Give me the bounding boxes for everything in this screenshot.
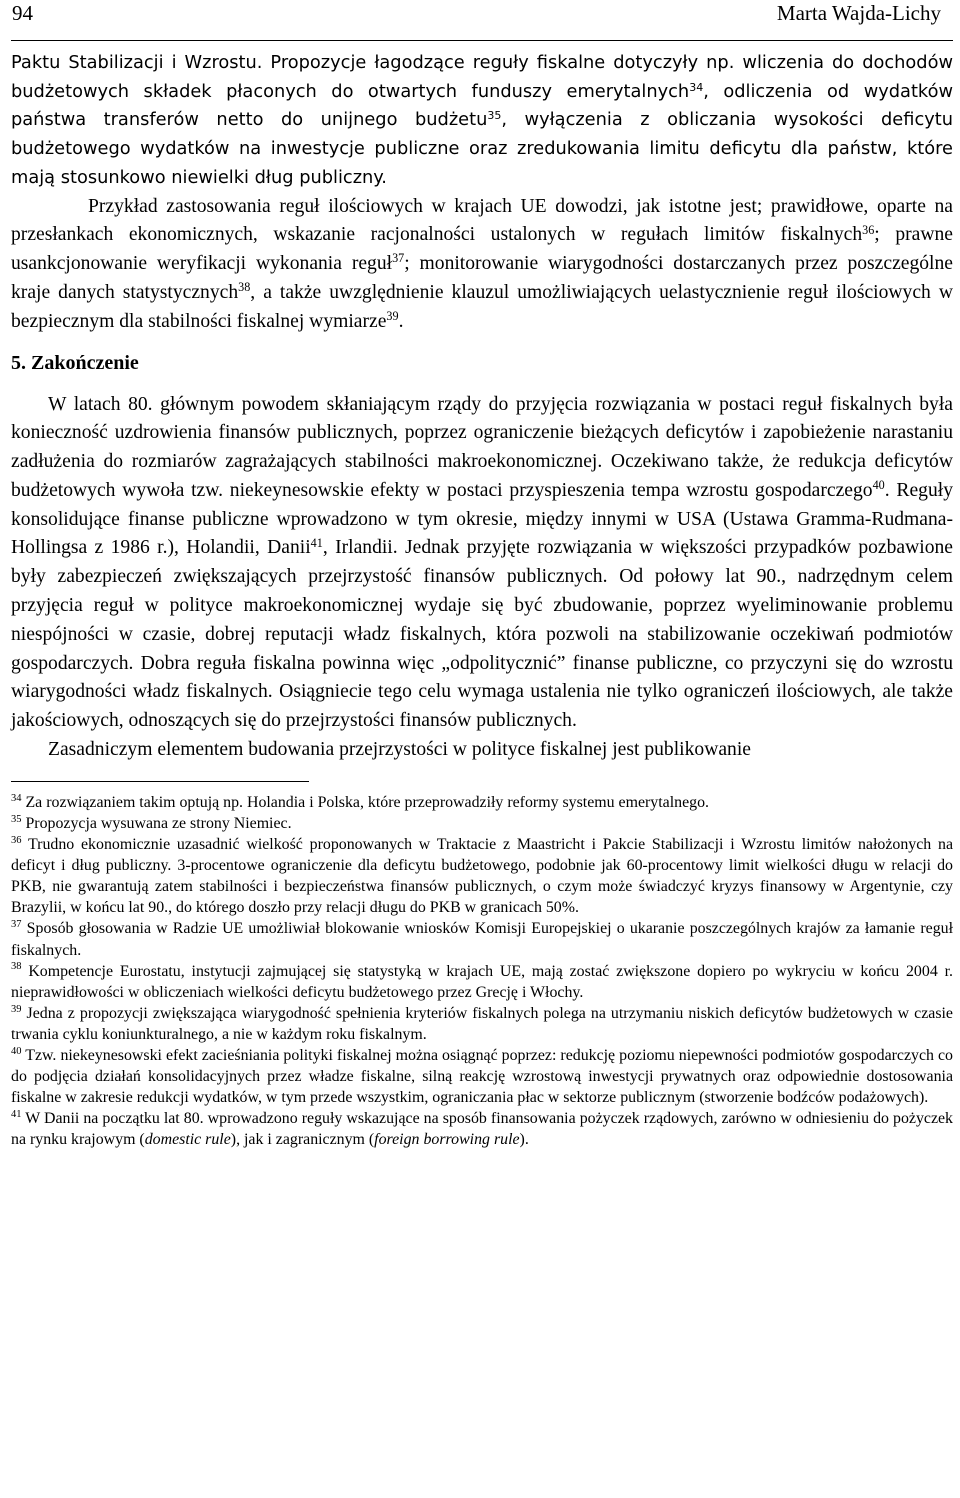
document-page (11, 0, 953, 1150)
footnote-ref[interactable]: 37 (392, 251, 405, 266)
footnote-41: $^{41}$ W Danii na początku lat 80. wprowadzono reguły wskazujące na sposób finansowania pożyczek rządowych, zarówno w odniesieniu do pożyczek na rynku krajowym (domestic rule), jak i zagranicznym (foreign borrowing rule). (11, 1108, 953, 1149)
footnote-ref[interactable]: 34 (689, 80, 704, 94)
footnote-number: 40 (11, 1045, 22, 1057)
footnote-ref[interactable]: 40 (872, 478, 885, 493)
page-number: 94 (12, 1, 33, 25)
footnote-38: $^{38}$ Kompetencje Eurostatu, instytucji zajmującej się statystyką w krajach UE, mają zostać zwiększone dopiero po wykryciu w końcu 2004 r. nieprawidłowości w obliczeniach wielkości deficytu budżetowego przez Grecję i Włochy. (11, 961, 953, 1001)
running-head-author: Marta Wajda-Lichy (776, 1, 941, 25)
italic-term: foreign borrowing rule (374, 1131, 520, 1149)
footnotes (11, 792, 953, 1151)
footnote-number: 36 (11, 834, 22, 846)
footnote-36: $^{36}$ Trudno ekonomicznie uzasadnić wielkość proponowanych w Traktacie z Maastricht i Pakcie Stabilizacji i Wzrostu limitów nałożonych na deficyt i dług publiczny. 3-procentowe ograniczenie dla deficytu budżetowego, podobnie jak 60-procentowy limit wielkości długu w relacji do PKB, nie gwarantują zatem stabilności i bezpieczeństwa finansów publicznych, o czym może świadczyć kryzys finansowy w Argentynie, czy Brazylii, w końcu lat 90., do którego doszło przy relacji długu do PKB w granicach 50%. (11, 834, 954, 917)
footnote-ref[interactable]: 35 (487, 109, 502, 123)
running-header (11, 0, 953, 41)
paragraph-1: Paktu Stabilizacji i Wzrostu. Propozycje łagodzące reguły fiskalne dotyczyły np. wliczenia do dochodów budżetowych składek płaconych do otwartych funduszy emerytalnych$^{34}$, odliczenia od wydatków państwa transferów netto do unijnego budżetu$^{35}$, wyłączenia z obliczania wysokości deficytu budżetowego wydatków na inwestycje publiczne oraz zredukowania limitu deficytu dla państw, które mają stosunkowo niewielki dług publiczny. (11, 52, 954, 188)
paragraph-3: W latach 80. głównym powodem skłaniającym rządy do przyjęcia rozwiązania w postaci reguł fiskalnych była konieczność uzdrowienia finansów publicznych, poprzez ograniczenie bieżących deficytów i zapobieżenie narastaniu zadłużenia do rozmiarów zagrażających stabilności makroekonomicznej. Oczekiwano także, że redukcja deficytów budżetowych wywoła tzw. niekeynesowskie efekty w postaci przyspieszenia tempa wzrostu gospodarczego$^{40}$. Reguły konsolidujące finanse publiczne wprowadzono w tym okresie, między innymi w USA (Ustawa Gramma-Rudmana-Hollingsa z 1986 r.), Holandii, Danii$^{41}$, Irlandii. Jednak przyjęte rozwiązania w większości przypadków pozbawione były zabezpieczeń zwiększających przejrzystość finansów publicznych. Od połowy lat 90., nadrzędnym celem przyjęcia reguł w polityce makroekonomicznej wydaje się być zbudowanie, poprzez wyeliminowanie problemu niespójności w czasie, dobrej reputacji władz fiskalnych, która pozwoli na stabilizowanie oczekiwań podmiotów gospodarczych. Dobra reguła fiskalna powinna więc „odpolitycznić” finanse publiczne, co przyczyni się do wzrostu wiarygodności władz fiskalnych. Osiągniecie tego celu wymaga ustalenia nie tylko ograniczeń ilościowych, ale także jakościowych, odnoszących się do przejrzystości finansów publicznych. (11, 393, 953, 732)
paragraph-4: Zasadniczym elementem budowania przejrzystości w polityce fiskalnej jest publikowanie (48, 739, 751, 761)
footnote-ref[interactable]: 39 (386, 309, 399, 324)
footnote-34: $^{34}$ Za rozwiązaniem takim optują np. Holandia i Polska, które przeprowadziły reformy systemu emerytalnego. (11, 792, 709, 811)
italic-term: domestic rule (144, 1131, 231, 1149)
footnote-ref[interactable]: 36 (862, 222, 875, 237)
footnote-ref[interactable]: 41 (310, 535, 323, 550)
footnote-number: 35 (11, 813, 22, 825)
footnote-37: $^{37}$ Sposób głosowania w Radzie UE umożliwiał blokowanie wniosków Komisji Europejskiej o ukaranie poszczególnych krajów za łamanie reguł fiskalnych. (11, 919, 953, 959)
footnote-35: $^{35}$ Propozycja wysuwana ze strony Niemiec. (11, 813, 292, 832)
footnote-number: 34 (11, 792, 22, 804)
footnote-number: 41 (11, 1108, 22, 1120)
footnote-39: $^{39}$ Jedna z propozycji zwiększająca wiarygodność spełnienia kryteriów fiskalnych polega na utrzymaniu niskich deficytów budżetowych w czasie trwania cyklu koniunkturalnego, a nie w każdym roku fiskalnym. (11, 1003, 953, 1043)
paragraph-2: Przykład zastosowania reguł ilościowych w krajach UE dowodzi, jak istotne jest; prawidłowe, oparte na przesłankach ekonomicznych, wskazanie racjonalności ustalonych w regułach limitów fiskalnych$^{36}$; prawne usankcjonowanie weryfikacji wykonania reguł$^{37}$; monitorowanie wiarygodności dostarczanych przez poszczególne kraje danych statystycznych$^{38}$, a także uwzględnienie klauzul umożliwiających uelastycznienie reguł ilościowych w bezpiecznym dla stabilności fiskalnej wymiarze$^{39}$. (11, 195, 954, 332)
footnote-number: 37 (11, 919, 22, 931)
footnote-number: 39 (11, 1003, 22, 1015)
footnote-number: 38 (11, 961, 22, 973)
main-text (11, 49, 953, 765)
footnote-40: $^{40}$ Tzw. niekeynesowski efekt zacieśniania polityki fiskalnej można osiągnąć poprzez: redukcję poziomu niepewności podmiotów gospodarczych co do podjęcia działań konsolidacyjnych przez władze fiskalne, silną reakcję wzrostową inwestycji prywatnych oraz odpowiednie dostosowania fiskalne w zakresie redukcji wydatków, w tym przede wszystkim, ograniczania płac w sektorze publicznym (stworzenie bodźców podażowych). (11, 1045, 953, 1107)
section-heading: 5. Zakończenie (11, 351, 139, 374)
footnote-ref[interactable]: 38 (238, 280, 251, 295)
footnote-separator (11, 781, 309, 782)
